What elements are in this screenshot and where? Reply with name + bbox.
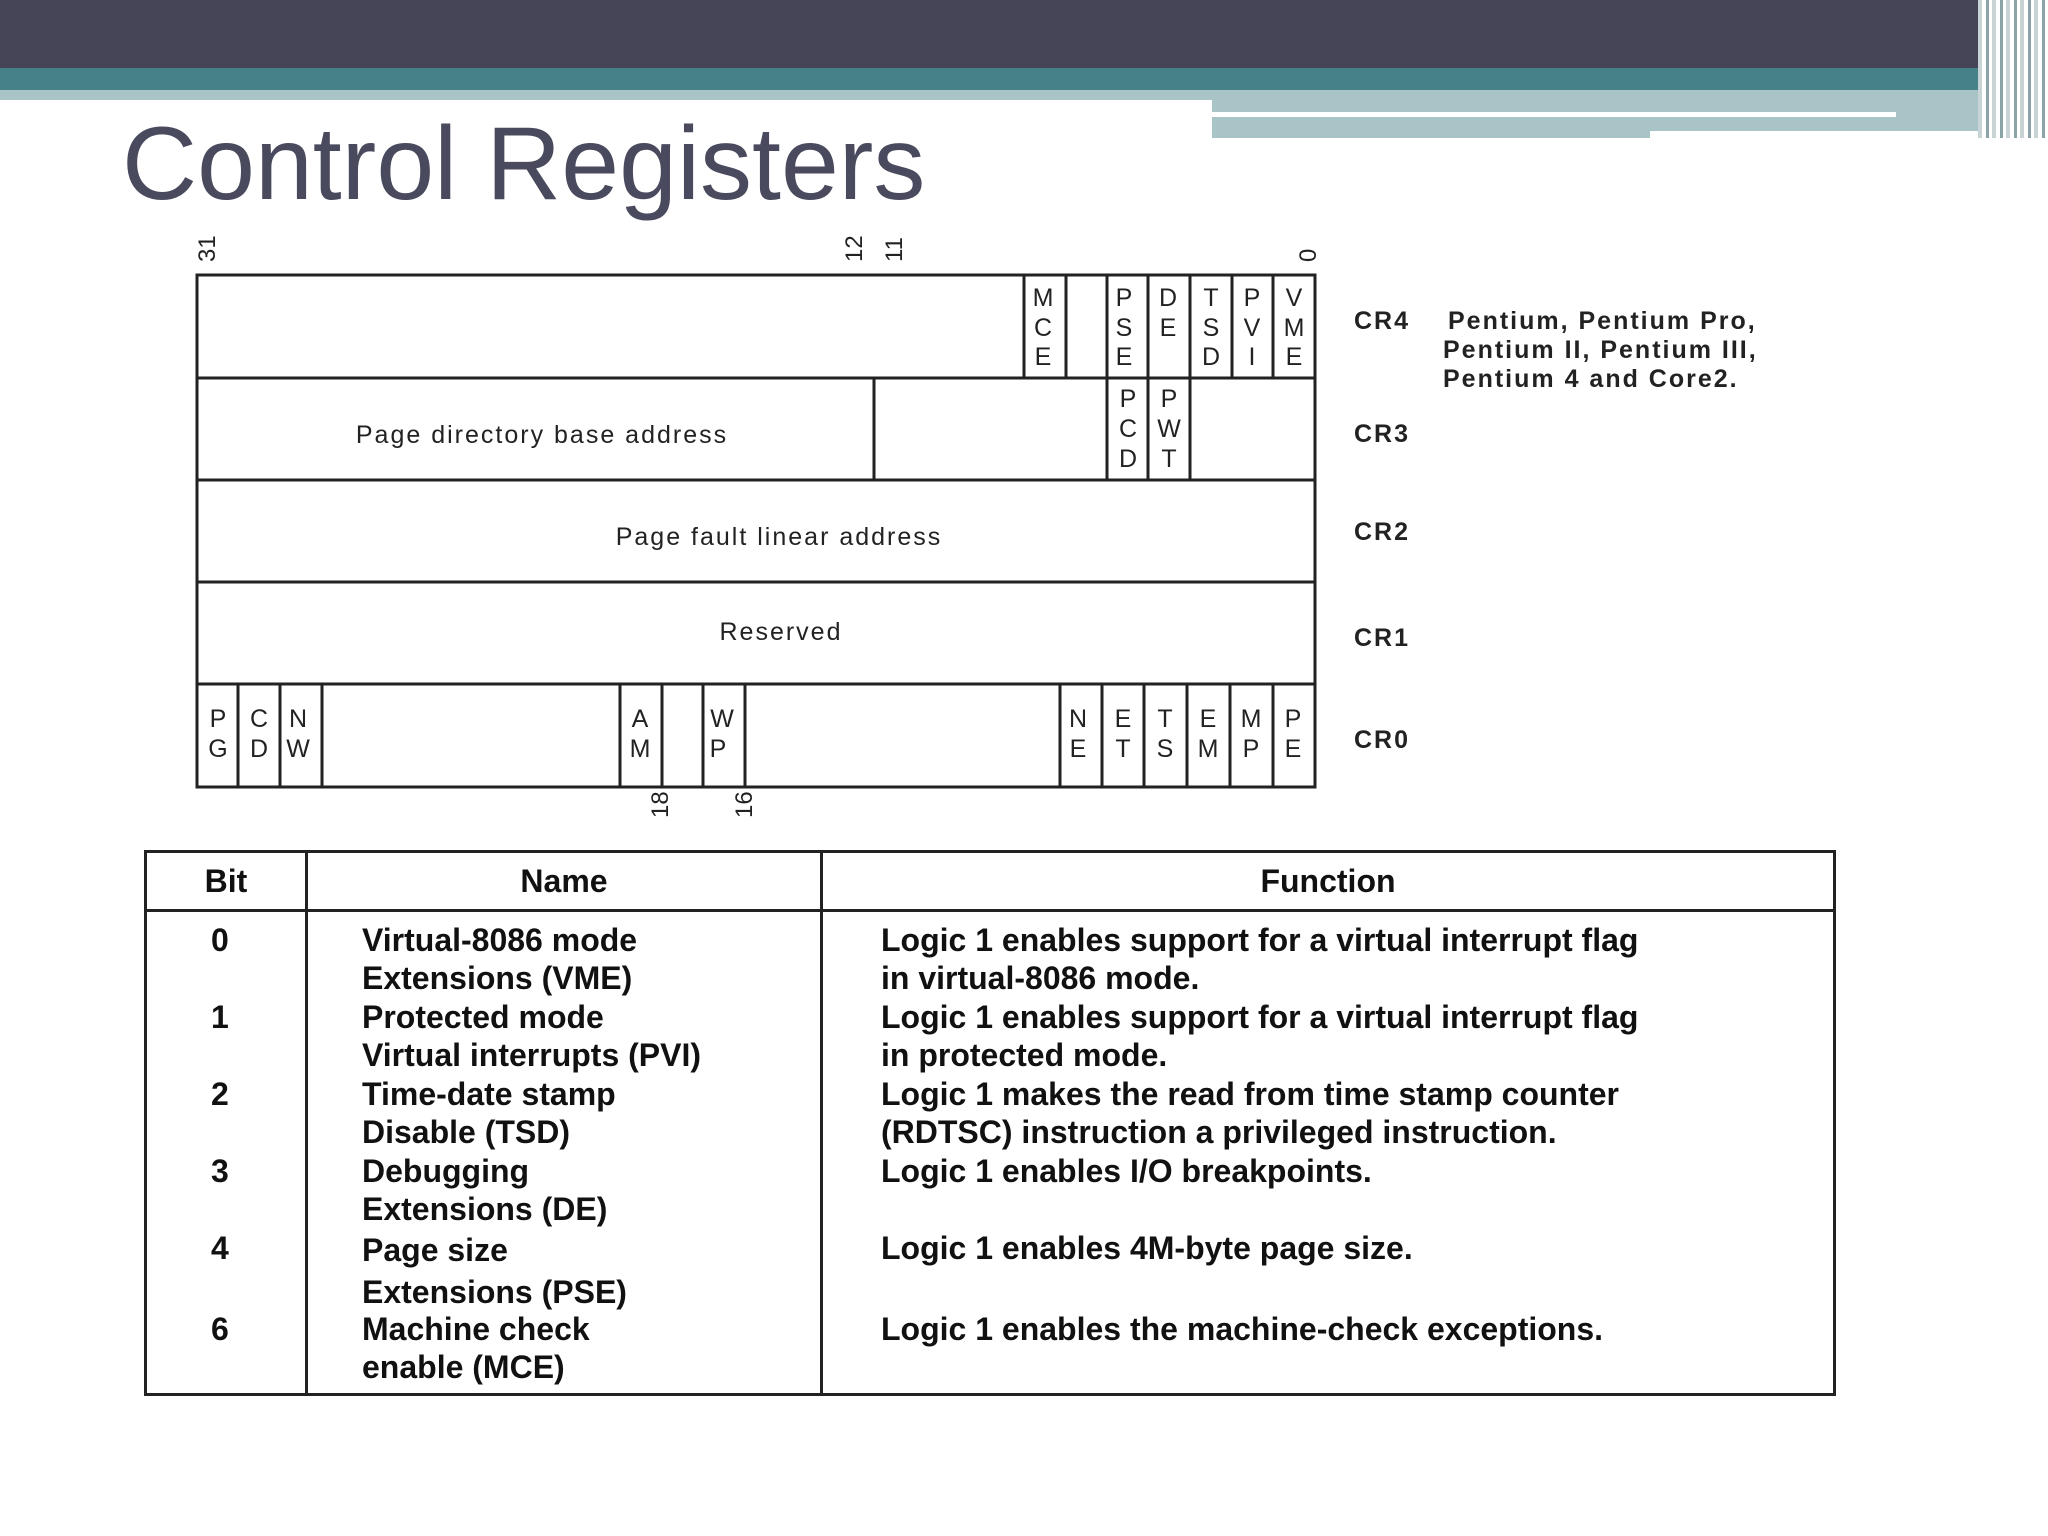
table-row-5-name: Machine check enable (MCE) <box>362 1311 590 1385</box>
cr1-name: CR1 <box>1354 624 1411 652</box>
svg-text:N: N <box>288 705 308 733</box>
svg-text:D: D <box>1158 284 1178 312</box>
table-row-3-bit: 3 <box>211 1153 229 1189</box>
svg-text:E: E <box>1034 343 1052 371</box>
svg-text:S: S <box>1115 314 1133 342</box>
svg-text:P: P <box>1115 284 1133 312</box>
svg-text:T: T <box>1115 735 1131 763</box>
svg-text:D: D <box>249 735 269 763</box>
svg-text:P: P <box>709 735 727 763</box>
table-row-5-function: Logic 1 enables the machine-check exceptions. <box>881 1311 1604 1347</box>
svg-text:S: S <box>1156 735 1174 763</box>
svg-text:M: M <box>1032 284 1054 312</box>
cr0-flag-pg <box>208 705 227 763</box>
bit-marker-16: 16 <box>731 791 758 818</box>
cr0-flag-pe <box>1285 705 1302 763</box>
svg-text:V: V <box>1285 284 1303 312</box>
svg-text:E: E <box>1069 735 1087 763</box>
svg-text:M: M <box>1197 735 1219 763</box>
svg-text:I: I <box>1248 343 1256 371</box>
header-function: Function <box>1260 863 1396 899</box>
cr4-flag-pvi <box>1244 284 1261 371</box>
svg-text:E: E <box>1159 314 1177 342</box>
cr4-note-line-2: Pentium II, Pentium III, <box>1443 336 1758 364</box>
table-row-3-name: Debugging Extensions (DE) <box>362 1153 608 1227</box>
table-row-1-bit: 1 <box>211 999 229 1035</box>
cr4-flag-mce <box>1033 284 1054 371</box>
svg-text:D: D <box>1118 445 1138 473</box>
bit-marker-12: 12 <box>841 235 868 262</box>
table-header-divider <box>147 909 1833 912</box>
svg-text:C: C <box>1118 415 1138 443</box>
svg-text:T: T <box>1203 284 1219 312</box>
cr3-name: CR3 <box>1354 420 1411 448</box>
cr0-flag-nw <box>286 705 310 763</box>
svg-text:M: M <box>1240 705 1262 733</box>
svg-text:P: P <box>1284 705 1302 733</box>
svg-text:P: P <box>209 705 227 733</box>
bit-marker-0: 0 <box>1295 248 1322 262</box>
cr0-flag-ts <box>1157 705 1174 763</box>
page-title: Control Registers <box>122 106 926 222</box>
table-column-divider <box>820 853 823 1393</box>
table-row-2-bit: 2 <box>211 1076 229 1112</box>
cr2-field-label: Page fault linear address <box>615 523 943 551</box>
table-row-3-function: Logic 1 enables I/O breakpoints. <box>881 1153 1372 1189</box>
cr0-flag-et <box>1115 705 1132 763</box>
bit-marker-11: 11 <box>881 237 908 262</box>
cr4-name: CR4 <box>1354 307 1411 335</box>
cr0-flag-mp <box>1241 705 1262 763</box>
svg-text:M: M <box>629 735 651 763</box>
svg-text:T: T <box>1157 705 1173 733</box>
svg-text:S: S <box>1202 314 1220 342</box>
table-column-divider <box>305 853 308 1393</box>
cr4-note-line-3: Pentium 4 and Core2. <box>1443 365 1739 393</box>
svg-text:D: D <box>1201 343 1221 371</box>
cr0-flag-em <box>1198 705 1219 763</box>
cr0-flag-ne <box>1069 705 1087 763</box>
svg-text:E: E <box>1114 705 1132 733</box>
table-row-2-name: Time-date stamp Disable (TSD) <box>362 1076 616 1150</box>
svg-text:V: V <box>1243 314 1261 342</box>
cr4-flag-de <box>1159 284 1177 342</box>
cr0-name: CR0 <box>1354 726 1411 754</box>
cr0-flag-am <box>630 705 651 763</box>
cr4-flag-vme <box>1284 284 1305 371</box>
table-row-4-bit: 4 <box>211 1230 229 1266</box>
cr4-flag-pse <box>1116 284 1133 371</box>
svg-text:N: N <box>1068 705 1088 733</box>
svg-text:C: C <box>1033 314 1053 342</box>
svg-text:E: E <box>1284 735 1302 763</box>
cr0-flag-wp <box>710 705 735 763</box>
bit-marker-18: 18 <box>647 791 674 818</box>
svg-text:A: A <box>631 705 649 733</box>
cr3-field-label: Page directory base address <box>355 421 729 449</box>
svg-text:P: P <box>1119 385 1137 413</box>
table-row-0-function: Logic 1 enables support for a virtual interrupt flag in virtual-8086 mode. <box>881 922 1639 996</box>
svg-text:C: C <box>249 705 269 733</box>
table-row-4-function: Logic 1 enables 4M-byte page size. <box>881 1230 1413 1266</box>
table-row-5-bit: 6 <box>211 1311 229 1347</box>
cr3-flag-pwt <box>1157 385 1181 473</box>
svg-text:W: W <box>286 735 310 763</box>
header-name: Name <box>520 863 608 899</box>
table-row-1-function: Logic 1 enables support for a virtual interrupt flag in protected mode. <box>881 999 1639 1073</box>
svg-text:P: P <box>1243 284 1261 312</box>
svg-text:W: W <box>710 705 734 733</box>
cr3-flag-pcd <box>1119 385 1137 473</box>
cr4-bit-table <box>144 850 1836 1396</box>
cr1-field-label: Reserved <box>719 618 843 646</box>
cr0-flag-cd <box>250 705 268 763</box>
cr2-name: CR2 <box>1354 518 1411 546</box>
bit-marker-31: 31 <box>194 235 221 262</box>
table-row-4-name: Page size Extensions (PSE) <box>362 1232 627 1310</box>
svg-text:T: T <box>1161 445 1177 473</box>
table-row-2-function: Logic 1 makes the read from time stamp counter (RDTSC) instruction a privileged instruction. <box>881 1076 1619 1150</box>
svg-text:G: G <box>208 735 228 763</box>
table-row-1-name: Protected mode Virtual interrupts (PVI) <box>362 999 702 1073</box>
svg-text:E: E <box>1199 705 1217 733</box>
header-bit: Bit <box>204 863 248 899</box>
svg-text:P: P <box>1160 385 1178 413</box>
svg-text:M: M <box>1283 314 1305 342</box>
table-row-0-name: Virtual-8086 mode Extensions (VME) <box>362 922 638 996</box>
cr4-note-line-1: Pentium, Pentium Pro, <box>1448 307 1757 335</box>
table-row-0-bit: 0 <box>211 922 229 958</box>
svg-text:E: E <box>1285 343 1303 371</box>
svg-text:P: P <box>1242 735 1260 763</box>
cr4-flag-tsd <box>1202 284 1220 371</box>
svg-text:W: W <box>1157 415 1181 443</box>
svg-text:E: E <box>1115 343 1133 371</box>
